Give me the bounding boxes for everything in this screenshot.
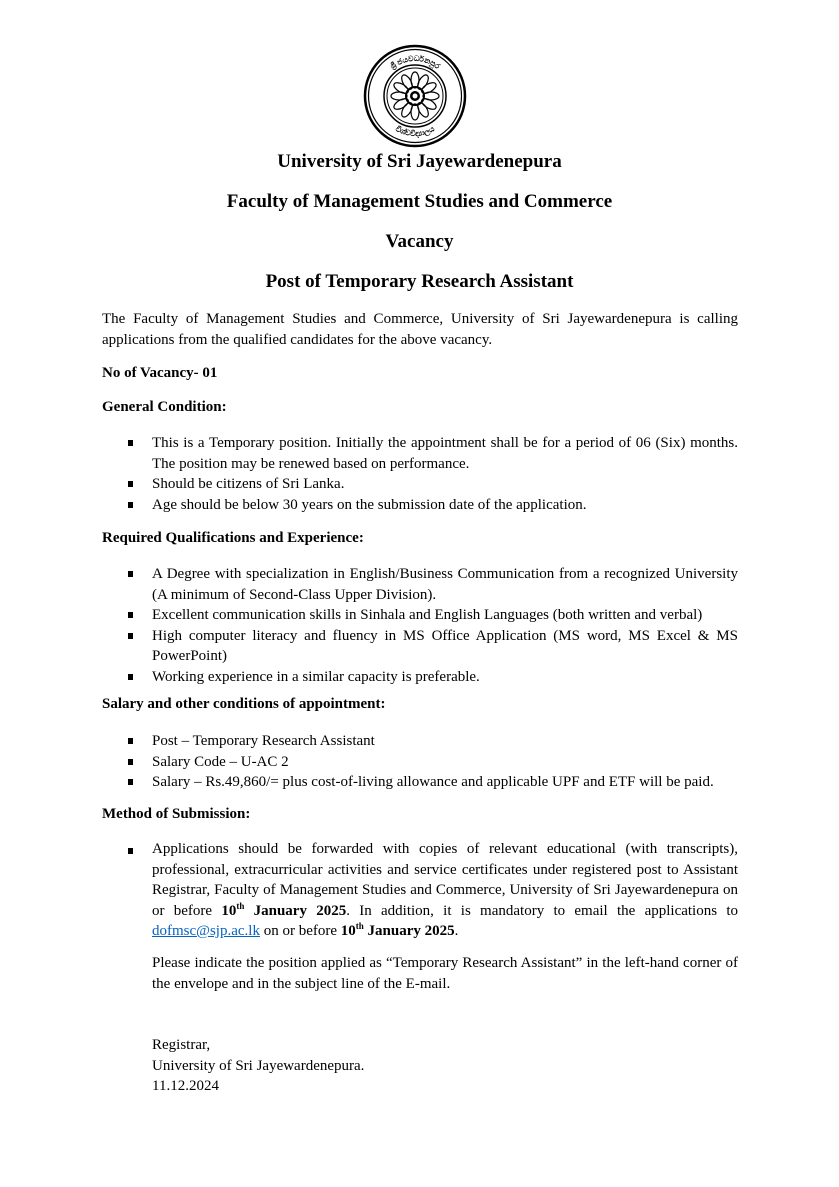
general-condition-heading: General Condition:: [102, 399, 227, 415]
list-item: This is a Temporary position. Initially the appointment shall be for a period of 06 (Six) months. The position may be renewed based on performance.: [102, 433, 738, 474]
intro-paragraph: The Faculty of Management Studies and Commerce, University of Sri Jayewardenepura is calling applications from the qualified candidates for the above vacancy.: [102, 311, 738, 348]
deadline-date: 10th January 2025: [221, 900, 347, 919]
bullet-icon: [128, 612, 133, 618]
signature-block: [152, 1035, 364, 1097]
bullet-icon: [128, 502, 133, 508]
faculty-name: Faculty of Management Studies and Commerce: [226, 191, 613, 212]
svg-text:ශ්‍රී ජයවර්ධනපුර: ශ්‍රී ජයවර්ධනපුර: [388, 53, 442, 71]
general-condition-list: [102, 433, 738, 515]
list-item: Should be citizens of Sri Lanka.: [102, 474, 738, 495]
signatory-org: University of Sri Jayewardenepura.: [152, 1057, 365, 1074]
bullet-icon: [128, 738, 133, 744]
bullet-icon: [128, 440, 133, 446]
bullet-icon: [128, 674, 133, 680]
university-name: University of Sri Jayewardenepura: [277, 151, 562, 172]
svg-text:විශ්වවිද්‍යාලය: විශ්වවිද්‍යාලය: [393, 124, 437, 139]
post-title: Post of Temporary Research Assistant: [265, 271, 574, 292]
bullet-icon: [128, 848, 133, 854]
salary-list: [102, 731, 738, 793]
list-item: A Degree with specialization in English/Business Communication from a recognized University (A minimum of Second-Class Upper Division).: [102, 564, 738, 605]
list-item: Salary – Rs.49,860/= plus cost-of-living allowance and applicable UPF and ETF will be paid.: [102, 772, 738, 793]
salary-heading: Salary and other conditions of appointment:: [102, 696, 386, 712]
signatory-title: Registrar,: [152, 1037, 211, 1053]
list-item: High computer literacy and fluency in MS Office Application (MS word, MS Excel & MS PowerPoint): [102, 626, 738, 667]
list-item: Working experience in a similar capacity is preferable.: [102, 667, 738, 688]
submission-note: Please indicate the position applied as “Temporary Research Assistant” in the left-hand corner of the envelope and in the subject line of the E-mail.: [152, 955, 738, 992]
signature-date: 11.12.2024: [152, 1078, 219, 1094]
qualifications-heading: Required Qualifications and Experience:: [102, 530, 364, 546]
qualifications-list: [102, 564, 738, 687]
deadline-date: 10th January 2025: [340, 921, 455, 939]
submission-heading: Method of Submission:: [102, 806, 251, 822]
list-item: Post – Temporary Research Assistant: [102, 731, 738, 752]
notice-type: Vacancy: [385, 231, 454, 252]
bullet-icon: [128, 571, 133, 577]
submission-paragraph: Applications should be forwarded with copies of relevant educational (with transcripts), professional, extracurricular activities and service certificates under registered post to Assistant Registrar, Faculty of Management Studies and Commerce, University of Sri Jayewardenepura on or before 10th January 2025. In addition, it is mandatory to email the applications to dofmsc@sjp.ac.lk on or before 10th January 2025.: [152, 841, 738, 939]
list-item: Age should be below 30 years on the submission date of the application.: [102, 495, 738, 516]
bullet-icon: [128, 633, 133, 639]
email-link[interactable]: dofmsc@sjp.ac.lk: [152, 923, 260, 939]
bullet-icon: [128, 779, 133, 785]
vacancy-count: No of Vacancy- 01: [102, 365, 218, 381]
bullet-icon: [128, 759, 133, 765]
list-item: Excellent communication skills in Sinhala and English Languages (both written and verbal): [102, 605, 738, 626]
bullet-icon: [128, 481, 133, 487]
list-item: Salary Code – U-AC 2: [102, 752, 738, 773]
university-seal-icon: [363, 44, 467, 148]
